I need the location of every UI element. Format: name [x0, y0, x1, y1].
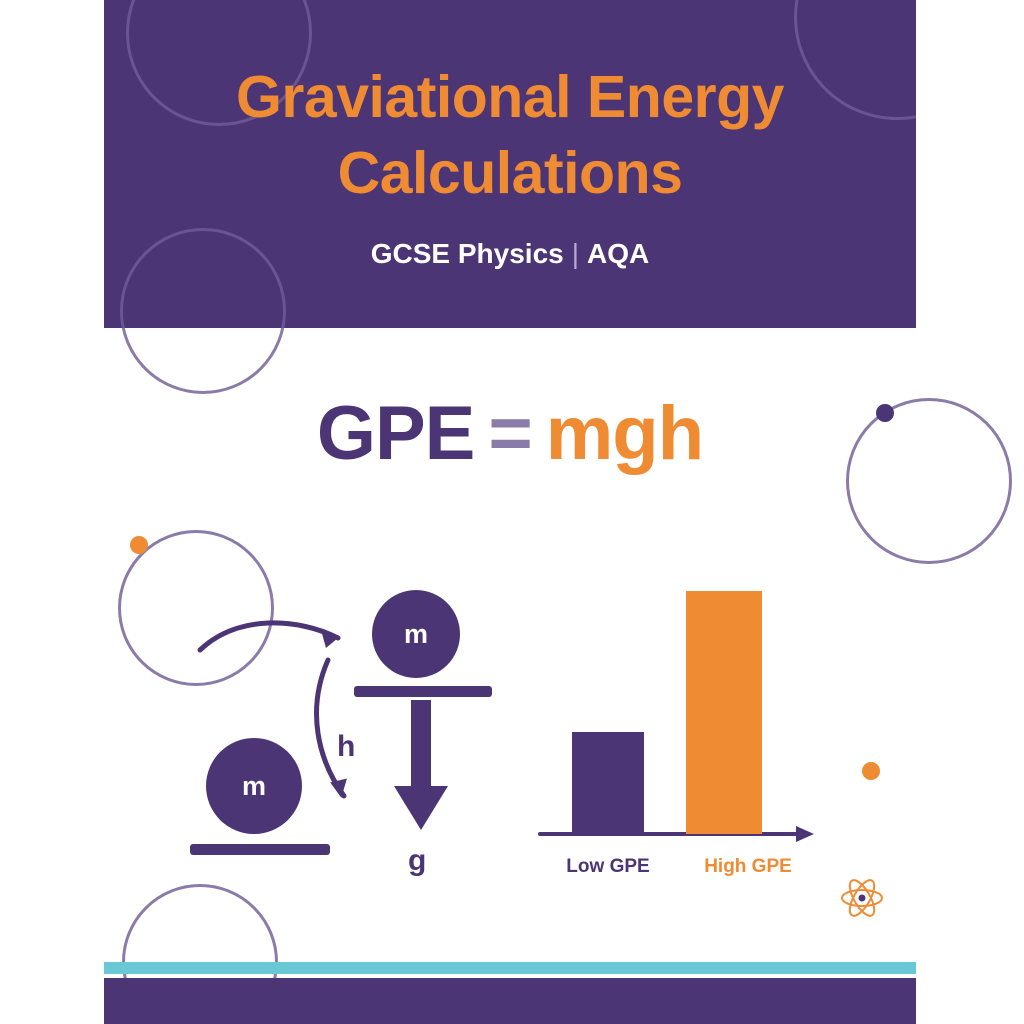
page-title-line-1: Graviational Energy — [236, 64, 784, 130]
mass-ball-raised — [372, 590, 460, 678]
formula-lhs: GPE — [316, 391, 475, 476]
gpe-bar-chart — [530, 560, 910, 920]
gravity-label: g — [408, 844, 427, 877]
subtitle-board: AQA — [587, 238, 650, 269]
mass-ball-lowered-label: m — [241, 770, 266, 801]
subtitle-separator: | — [571, 238, 580, 269]
footer-accent-rule — [104, 962, 916, 974]
bar-low-gpe — [572, 732, 644, 834]
bar-high-gpe — [686, 591, 762, 834]
height-label: h — [337, 730, 356, 763]
raised-platform — [354, 686, 492, 697]
page-title-line-2: Calculations — [337, 139, 683, 206]
formula-display — [104, 390, 916, 477]
formula-rhs: mgh — [545, 391, 704, 476]
header-band — [104, 0, 916, 328]
bar-label-low-gpe: Low GPE — [566, 856, 650, 877]
decorative-dot-orange-left — [130, 536, 148, 554]
subtitle-subject: GCSE Physics — [370, 238, 564, 269]
page-subtitle — [104, 238, 916, 270]
footer-band — [104, 978, 916, 1024]
gravity-arrow-icon — [370, 700, 480, 840]
bar-label-high-gpe: High GPE — [704, 856, 792, 877]
mass-ball-lowered — [206, 738, 302, 834]
ground-platform — [190, 844, 330, 855]
page-title — [104, 60, 916, 211]
mass-ball-raised-label: m — [403, 618, 428, 649]
formula-equals: = — [488, 391, 532, 476]
